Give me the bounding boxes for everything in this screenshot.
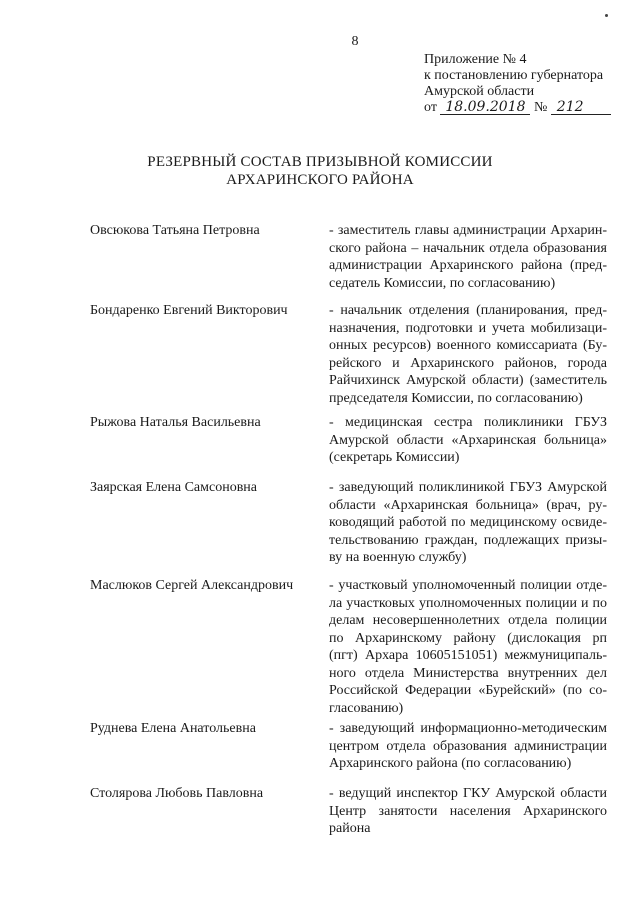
role-line: Амурской области «Архаринская больница» — [329, 432, 607, 448]
role-line: назначения, подготовки и учета мобилизаци- — [329, 320, 607, 336]
document-title — [0, 153, 640, 189]
member-name: Овсюкова Татьяна Петровна — [90, 223, 260, 238]
from-label: от — [424, 100, 437, 115]
role-line: тельствованию граждан, подлежащих призы- — [329, 532, 607, 548]
role-line: рейского и Архаринского районов, города — [329, 355, 607, 371]
handwritten-date: 18.09.2018 — [440, 100, 530, 115]
member-role — [329, 479, 607, 567]
role-line: - участковый уполномоченный полиции отде- — [329, 578, 607, 593]
member-name: Руднева Елена Анатольевна — [90, 721, 256, 736]
role-line: - медицинская сестра поликлиники ГБУЗ — [329, 415, 607, 430]
member-role — [329, 720, 607, 773]
role-line: Центр занятости населения Архаринского — [329, 803, 607, 819]
role-line: - ведущий инспектор ГКУ Амурской области — [329, 786, 607, 801]
title-line-1: РЕЗЕРВНЫЙ СОСТАВ ПРИЗЫВНОЙ КОМИССИИ — [147, 154, 493, 170]
appendix-block — [424, 52, 624, 116]
member-name: Заярская Елена Самсоновна — [90, 480, 258, 495]
role-line: седатель Комиссии, по согласованию) — [329, 275, 556, 291]
role-line: ного отдела Министерства внутренних дел — [329, 665, 607, 681]
appendix-title: Приложение № 4 — [424, 52, 527, 67]
member-role — [329, 414, 607, 467]
role-line: (пгт) Архара 10605151051) межмуниципаль- — [329, 648, 607, 663]
role-line: делам несовершеннолетних отдела полиции — [329, 613, 607, 628]
appendix-reference: к постановлению губернатора — [424, 68, 604, 83]
member-name: Бондаренко Евгений Викторович — [90, 303, 288, 318]
member-name: Рыжова Наталья Васильевна — [90, 415, 261, 430]
role-line: ского района – начальник отдела образования — [329, 240, 607, 256]
role-line: района — [329, 821, 371, 836]
role-line: Архаринского района (по согласованию) — [329, 756, 572, 771]
title-line-2: АРХАРИНСКОГО РАЙОНА — [226, 172, 414, 188]
role-line: председателя Комиссии, по согласованию) — [329, 390, 583, 406]
appendix-region: Амурской области — [424, 84, 535, 99]
role-line: - заведующий информационно-методическим — [329, 721, 607, 736]
scan-dot — [605, 14, 608, 17]
role-line: по Архаринскому району (дислокация рп — [329, 630, 607, 646]
role-line: - начальник отделения (планирования, пред- — [329, 303, 607, 318]
member-name: Столярова Любовь Павловна — [90, 786, 264, 801]
role-line: - заведующий поликлиникой ГБУЗ Амурской — [329, 480, 607, 495]
handwritten-number: 212 — [551, 100, 611, 115]
role-line: ла участковых уполномоченных полиции и по — [329, 595, 607, 611]
role-line: онных ресурсов) военного комиссариата (Бу- — [329, 338, 607, 353]
role-line: Райчихинск Амурской области) (заместитель — [329, 373, 607, 388]
appendix-date-line — [424, 100, 624, 116]
role-line: Российской Федерации «Бурейский» (по со- — [329, 683, 607, 698]
role-line: области «Архаринская больница» (врач, ру- — [329, 497, 607, 513]
member-role — [329, 785, 607, 838]
member-name: Маслюков Сергей Александрович — [90, 578, 294, 593]
member-role — [329, 302, 607, 407]
number-label: № — [533, 100, 548, 115]
member-role — [329, 577, 607, 717]
role-line: ву на военную службу) — [329, 550, 467, 565]
role-line: ководящий работой по медицинскому освиде- — [329, 515, 607, 530]
page-number: 8 — [351, 34, 359, 49]
role-line: центром отдела образования администрации — [329, 738, 607, 754]
role-line: гласованию) — [329, 700, 404, 716]
member-role — [329, 222, 607, 292]
role-line: (секретарь Комиссии) — [329, 450, 460, 465]
role-line: - заместитель главы администрации Архарин- — [329, 223, 607, 238]
role-line: администрации Архаринского района (пред- — [329, 258, 607, 273]
